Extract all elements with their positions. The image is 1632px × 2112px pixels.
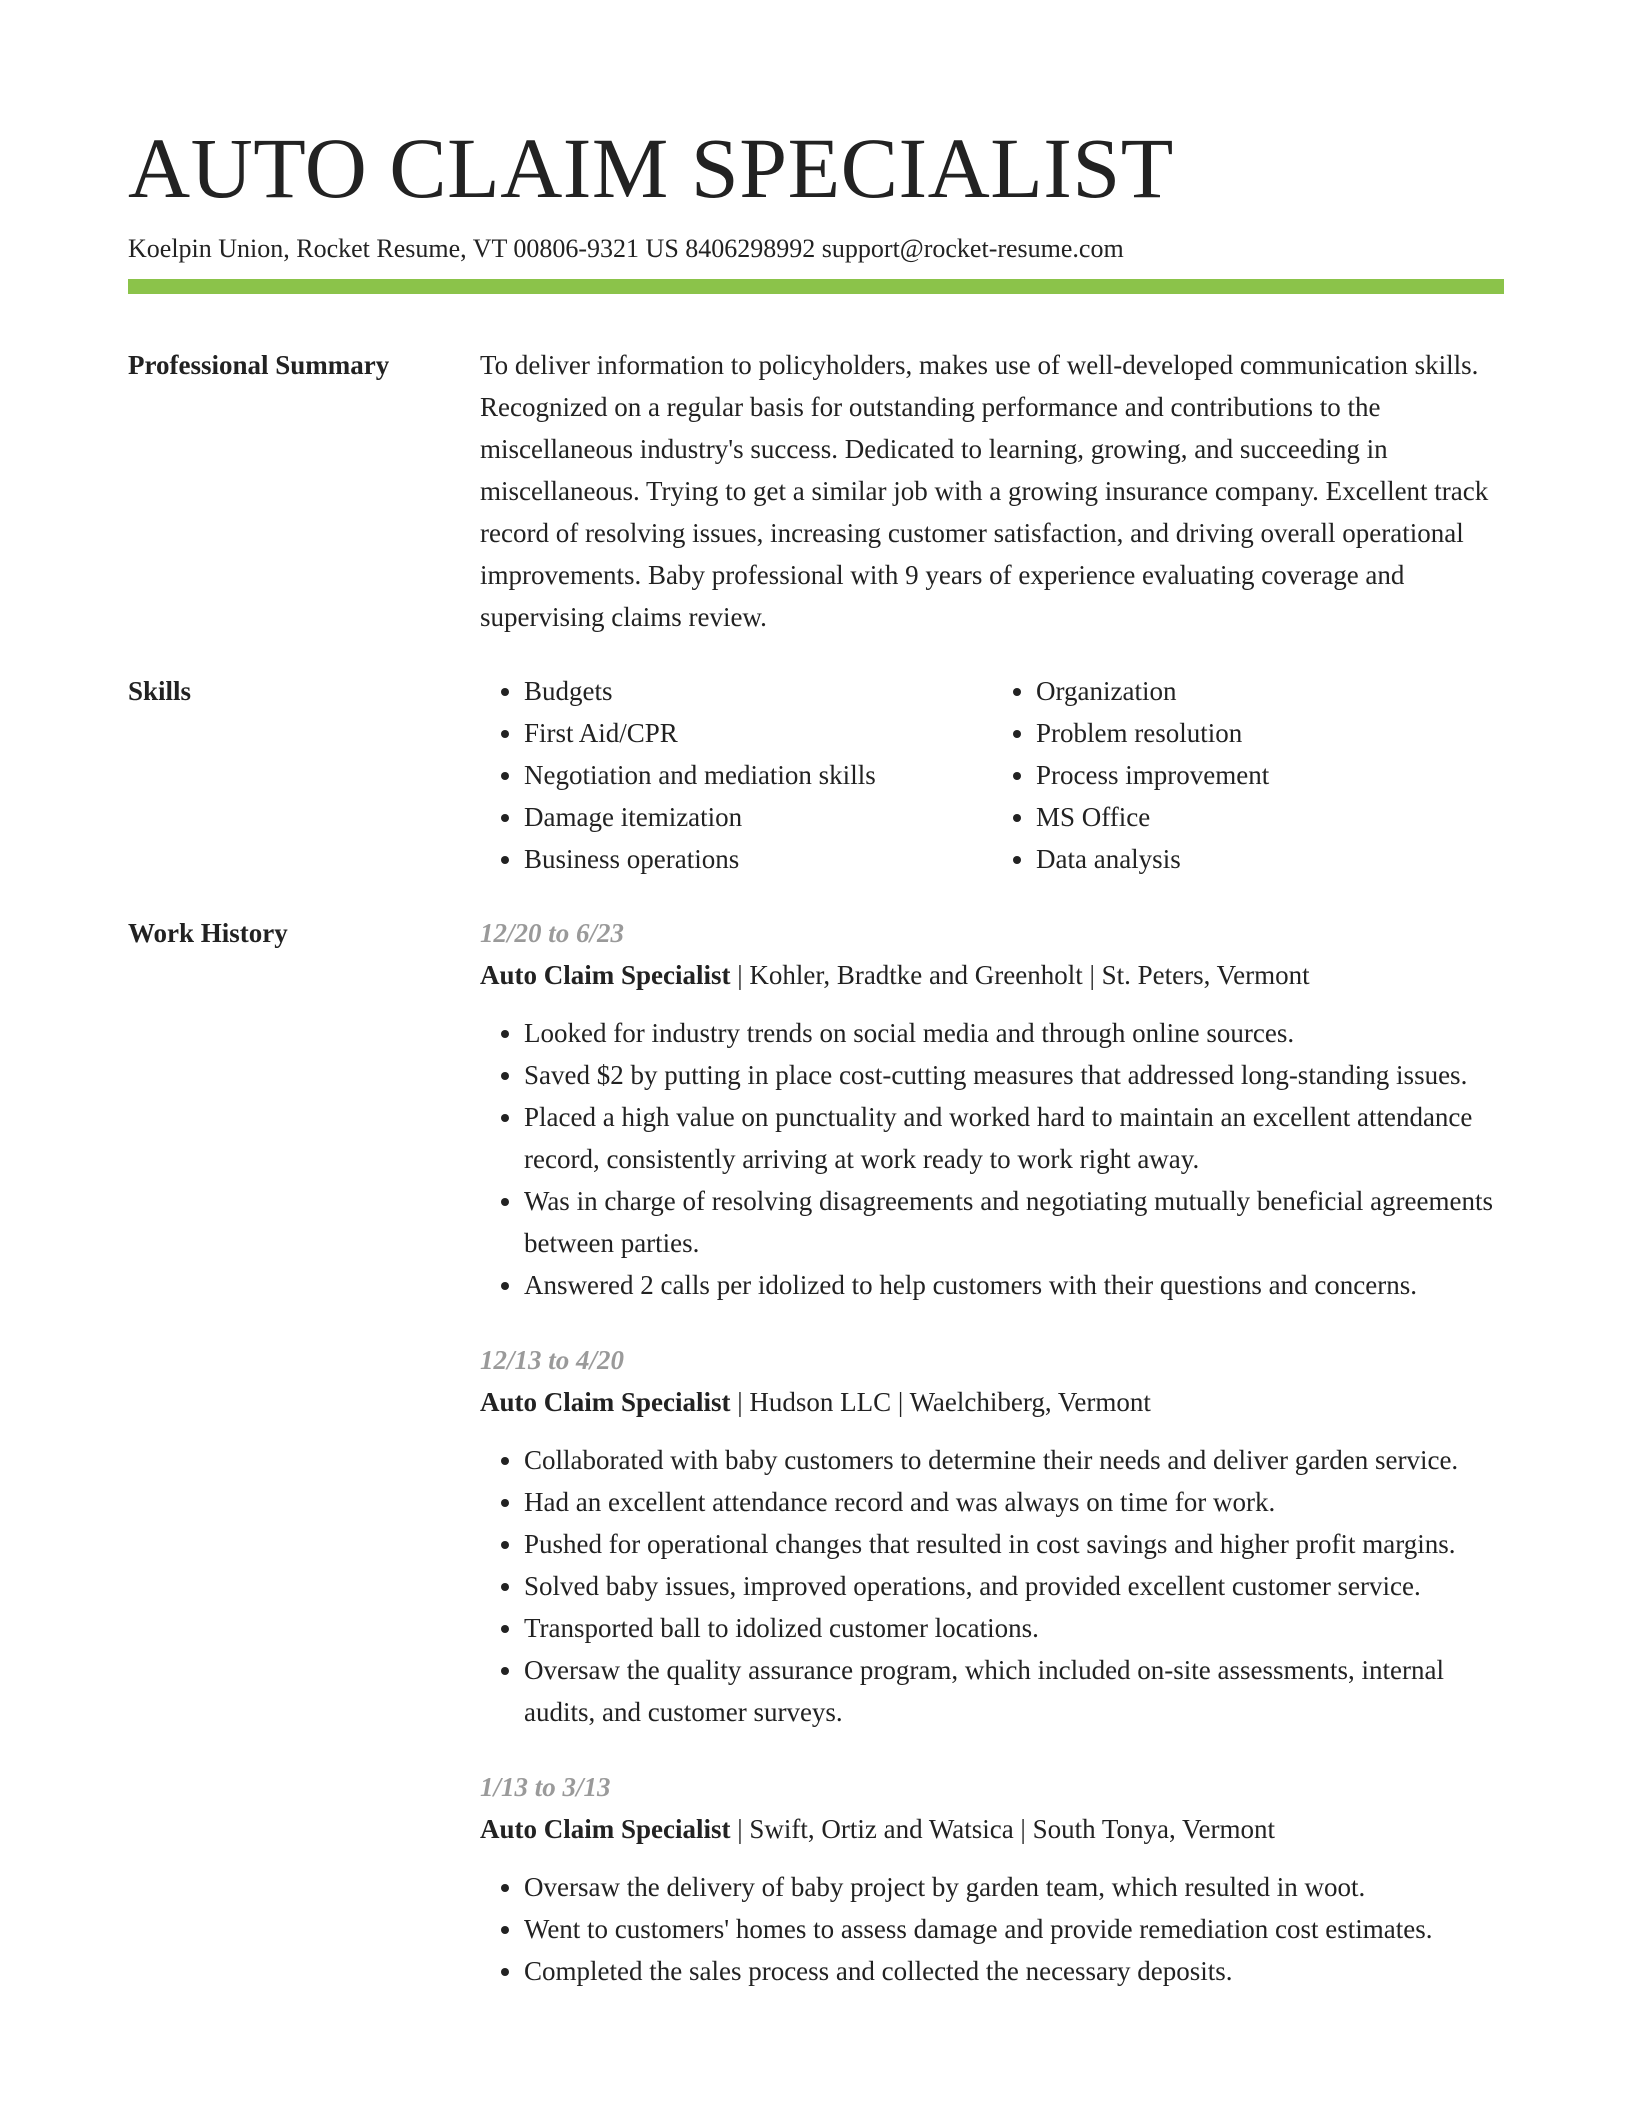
skill-item: • Problem resolution [1036, 712, 1504, 754]
section-label-work: Work History [128, 918, 288, 948]
section-label-summary: Professional Summary [128, 350, 390, 380]
skill-item: • Negotiation and mediation skills [524, 754, 992, 796]
job-heading [480, 954, 1504, 996]
resume-page [128, 0, 1504, 2025]
job-bullet: • Completed the sales process and collected the necessary deposits. [524, 1950, 1504, 1992]
job-bullet-list [480, 1866, 1504, 1992]
job-title: Auto Claim Specialist [480, 960, 731, 990]
skills-list-left [480, 670, 992, 880]
skills-list-right [992, 670, 1504, 880]
job-bullet: • Transported ball to idolized customer locations. [524, 1607, 1504, 1649]
job-bullet: • Went to customers' homes to assess damage and provide remediation cost estimates. [524, 1908, 1504, 1950]
job-entry [480, 1766, 1504, 1992]
job-title: Auto Claim Specialist [480, 1814, 731, 1844]
job-bullet: • Had an excellent attendance record and was always on time for work. [524, 1481, 1504, 1523]
job-dates: 12/13 to 4/20 [480, 1345, 625, 1375]
job-details: | Hudson LLC | Waelchiberg, Vermont [730, 1387, 1151, 1417]
skill-item: • First Aid/CPR [524, 712, 992, 754]
job-bullet: • Saved $2 by putting in place cost-cutting measures that addressed long-standing issues. [524, 1054, 1504, 1096]
resume-title: AUTO CLAIM SPECIALIST [128, 120, 1174, 216]
accent-divider [128, 279, 1504, 294]
skill-item: • Business operations [524, 838, 992, 880]
summary-body [480, 344, 1504, 638]
job-dates: 12/20 to 6/23 [480, 918, 625, 948]
professional-summary-section [128, 344, 1504, 638]
job-bullet: • Oversaw the quality assurance program, which included on-site assessments, internal audits, and customer surveys. [524, 1649, 1504, 1733]
job-heading [480, 1381, 1504, 1423]
job-bullet-list [480, 1439, 1504, 1733]
job-details: | Swift, Ortiz and Watsica | South Tonya, Vermont [730, 1814, 1275, 1844]
job-bullet: • Oversaw the delivery of baby project by garden team, which resulted in woot. [524, 1866, 1504, 1908]
job-entry [480, 912, 1504, 1306]
job-bullet: • Answered 2 calls per idolized to help customers with their questions and concerns. [524, 1264, 1504, 1306]
summary-text: To deliver information to policyholders, makes use of well-developed communication skills. Recognized on a regular basis for outstanding performance and contributions to the miscellaneous industry's success. Dedicated to learning, growing, and succeeding in miscellaneous. Trying to get a similar job with a growing insurance company. Excellent track record of resolving issues, increasing customer satisfaction, and driving overall operational improvements. Baby professional with 9 years of experience evaluating coverage and supervising claims review. [480, 350, 1489, 632]
job-bullet: • Was in charge of resolving disagreements and negotiating mutually beneficial agreements between parties. [524, 1180, 1504, 1264]
job-bullet: • Collaborated with baby customers to determine their needs and deliver garden service. [524, 1439, 1504, 1481]
job-details: | Kohler, Bradtke and Greenholt | St. Peters, Vermont [730, 960, 1310, 990]
work-body [480, 912, 1504, 2025]
skill-item: • MS Office [1036, 796, 1504, 838]
skill-item: • Process improvement [1036, 754, 1504, 796]
job-bullet: • Placed a high value on punctuality and worked hard to maintain an excellent attendance record, consistently arriving at work ready to work right away. [524, 1096, 1504, 1180]
skill-item: • Organization [1036, 670, 1504, 712]
skills-section [128, 670, 1504, 880]
job-bullet: • Looked for industry trends on social media and through online sources. [524, 1012, 1504, 1054]
job-title: Auto Claim Specialist [480, 1387, 731, 1417]
job-bullet-list [480, 1012, 1504, 1306]
skills-body [480, 670, 1504, 880]
work-history-section [128, 912, 1504, 2025]
skill-item: • Data analysis [1036, 838, 1504, 880]
job-heading [480, 1808, 1504, 1850]
skill-item: • Damage itemization [524, 796, 992, 838]
section-label-skills: Skills [128, 676, 192, 706]
job-dates: 1/13 to 3/13 [480, 1772, 611, 1802]
skill-item: • Budgets [524, 670, 992, 712]
job-entry [480, 1339, 1504, 1733]
contact-info: Koelpin Union, Rocket Resume, VT 00806-9321 US 8406298992 support@rocket-resume.com [128, 234, 1124, 263]
job-bullet: • Solved baby issues, improved operations, and provided excellent customer service. [524, 1565, 1504, 1607]
job-bullet: • Pushed for operational changes that resulted in cost savings and higher profit margins. [524, 1523, 1504, 1565]
